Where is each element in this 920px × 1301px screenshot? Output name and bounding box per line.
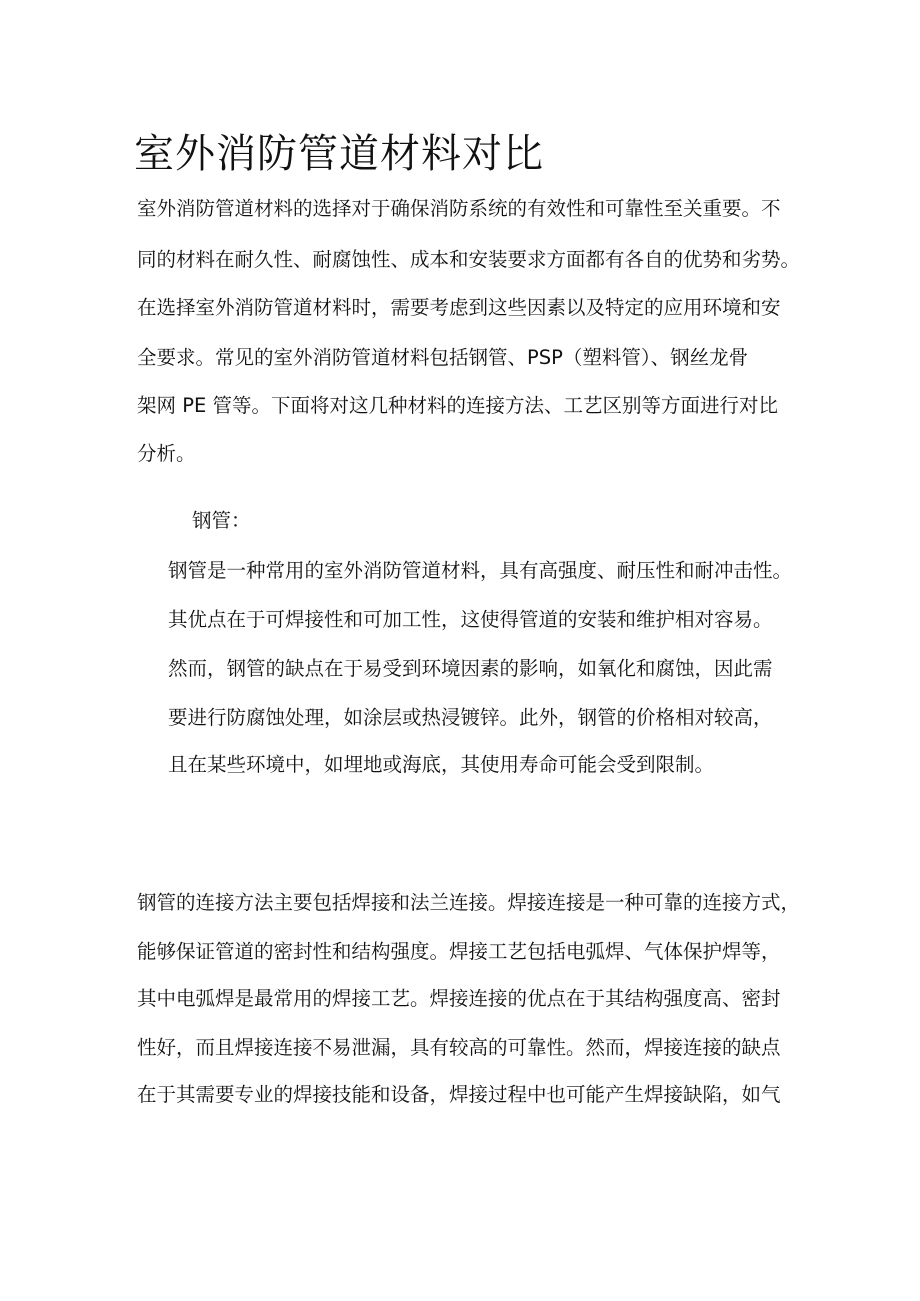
steel-line-2: 其优点在于可焊接性和可加工性，这使得管道的安装和维护相对容易。 (168, 608, 773, 631)
steel-line-1: 钢管是一种常用的室外消防管道材料，具有高强度、耐压性和耐冲击性。 (168, 559, 793, 582)
steel-line-5: 且在某些环境中，如埋地或海底，其使用寿命可能会受到限制。 (168, 753, 715, 776)
intro-line-6: 分析。 (137, 442, 196, 465)
connection-line-3: 其中电弧焊是最常用的焊接工艺。焊接连接的优点在于其结构强度高、密封 (137, 987, 781, 1010)
steel-pipe-heading: 钢管： (192, 509, 251, 532)
document-title: 室外消防管道材料对比 (134, 131, 544, 177)
intro-line-4: 全要求。常见的室外消防管道材料包括钢管、PSP（塑料管）、钢丝龙骨 (137, 346, 749, 369)
connection-line-5: 在于其需要专业的焊接技能和设备，焊接过程中也可能产生焊接缺陷，如气 (137, 1083, 781, 1106)
connection-line-4: 性好，而且焊接连接不易泄漏，具有较高的可靠性。然而，焊接连接的缺点 (137, 1036, 781, 1059)
intro-line-2: 同的材料在耐久性、耐腐蚀性、成本和安装要求方面都有各自的优势和劣势。 (137, 248, 801, 271)
intro-line-5: 架网 PE 管等。下面将对这几种材料的连接方法、工艺区别等方面进行对比 (137, 394, 778, 417)
steel-line-3: 然而，钢管的缺点在于易受到环境因素的影响，如氧化和腐蚀，因此需 (168, 657, 773, 680)
intro-line-3: 在选择室外消防管道材料时，需要考虑到这些因素以及特定的应用环境和安 (137, 296, 781, 319)
intro-line-1: 室外消防管道材料的选择对于确保消防系统的有效性和可靠性至关重要。不 (137, 197, 781, 220)
steel-line-4: 要进行防腐蚀处理，如涂层或热浸镀锌。此外，钢管的价格相对较高， (168, 706, 773, 729)
connection-line-1: 钢管的连接方法主要包括焊接和法兰连接。焊接连接是一种可靠的连接方式， (137, 891, 801, 914)
connection-line-2: 能够保证管道的密封性和结构强度。焊接工艺包括电弧焊、气体保护焊等， (137, 940, 781, 963)
